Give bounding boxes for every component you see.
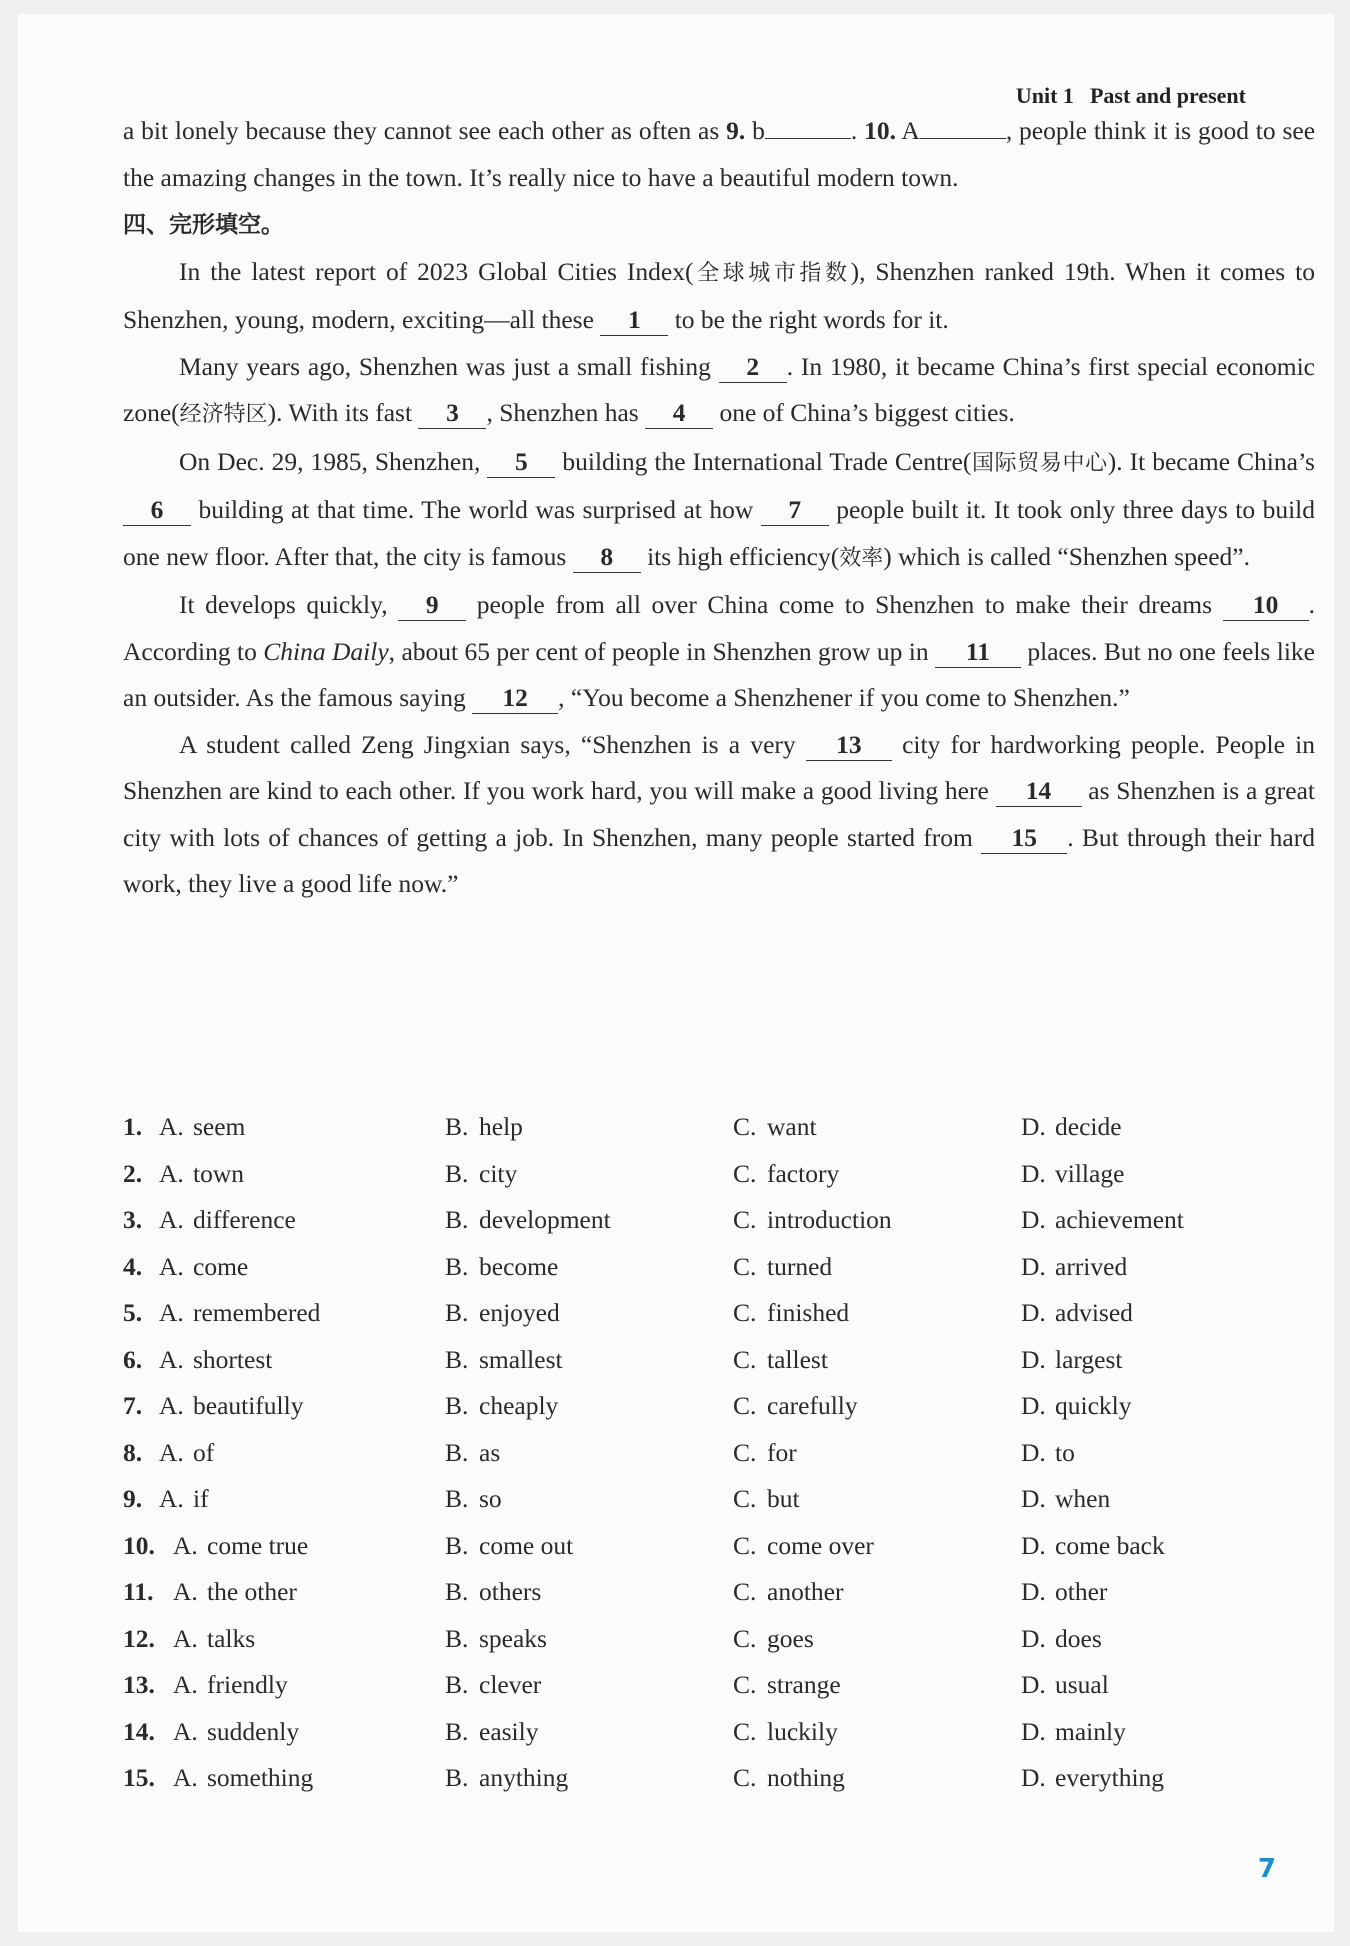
blank-10[interactable]: 10 (1223, 590, 1309, 621)
option-c[interactable] (733, 1244, 832, 1291)
option-letter: A. (173, 1577, 198, 1606)
option-text: usual (1055, 1670, 1109, 1699)
option-b[interactable] (445, 1755, 568, 1802)
option-row (123, 1755, 1315, 1802)
question-number: 1. (123, 1112, 143, 1141)
option-row (123, 1709, 1315, 1756)
option-letter: B. (445, 1391, 469, 1420)
option-b[interactable] (445, 1569, 541, 1616)
option-text: enjoyed (479, 1298, 560, 1327)
option-text: beautifully (193, 1391, 304, 1420)
option-row (123, 1244, 1315, 1291)
passage-paragraph-4: It develops quickly, 9 people from all over China come to Shenzhen to make their dreams 10 . According to China Daily, about 65 per cent of people in Shenzhen grow up in 11 places. But no one feels like an outsider. As the famous saying 12 , “You become a Shenzhener if you come to Shenzhen.” (123, 590, 1315, 712)
option-letter: B. (445, 1484, 469, 1513)
option-text: finished (767, 1298, 850, 1327)
blank-14[interactable]: 14 (996, 776, 1082, 807)
option-text: something (207, 1763, 314, 1792)
option-d[interactable] (1021, 1244, 1127, 1291)
option-d[interactable] (1021, 1104, 1122, 1151)
option-letter: B. (445, 1298, 469, 1327)
option-letter: D. (1021, 1298, 1046, 1327)
option-d[interactable] (1021, 1290, 1133, 1337)
question-number: 4. (123, 1251, 143, 1281)
blank-6[interactable]: 6 (123, 495, 191, 526)
option-letter: D. (1021, 1623, 1046, 1653)
option-a[interactable] (173, 1569, 297, 1616)
option-letter: C. (733, 1623, 757, 1653)
blank-11[interactable]: 11 (935, 637, 1021, 668)
option-text: so (479, 1484, 502, 1513)
option-row (123, 1383, 1315, 1430)
question-number: 7. (123, 1391, 143, 1420)
option-b[interactable] (445, 1244, 558, 1291)
option-text: introduction (767, 1205, 892, 1234)
option-letter: D. (1021, 1205, 1046, 1234)
option-letter: A. (159, 1344, 184, 1374)
option-text: easily (479, 1716, 539, 1746)
option-text: carefully (767, 1391, 858, 1420)
answer-options (123, 1104, 1315, 1802)
option-letter: B. (445, 1716, 469, 1746)
option-c[interactable] (733, 1151, 839, 1198)
option-c[interactable] (733, 1569, 843, 1616)
option-b[interactable] (445, 1662, 541, 1709)
option-text: quickly (1055, 1391, 1132, 1420)
option-letter: A. (159, 1112, 184, 1141)
blank-13[interactable]: 13 (806, 730, 892, 761)
blank-4[interactable]: 4 (645, 398, 713, 429)
option-letter: C. (733, 1298, 757, 1327)
option-c[interactable] (733, 1662, 841, 1709)
blank-12[interactable]: 12 (472, 683, 558, 714)
option-letter: B. (445, 1344, 469, 1374)
option-text: remembered (193, 1298, 321, 1327)
option-letter: D. (1021, 1344, 1046, 1374)
question-number: 14. (123, 1716, 155, 1746)
option-text: mainly (1055, 1716, 1126, 1746)
option-c[interactable] (733, 1290, 849, 1337)
option-b[interactable] (445, 1476, 502, 1523)
option-letter: C. (733, 1344, 757, 1374)
option-letter: D. (1021, 1251, 1046, 1281)
option-letter: B. (445, 1530, 469, 1560)
option-letter: C. (733, 1530, 757, 1560)
option-letter: D. (1021, 1577, 1046, 1606)
blank-7[interactable]: 7 (761, 495, 829, 526)
option-a[interactable] (159, 1383, 303, 1430)
option-letter: D. (1021, 1530, 1046, 1560)
question-number: 9. (123, 1484, 143, 1513)
option-d[interactable] (1021, 1383, 1132, 1430)
option-text: want (767, 1112, 817, 1141)
option-c[interactable] (733, 1430, 797, 1477)
option-text: come back (1055, 1530, 1165, 1560)
blank-9[interactable]: 9 (398, 590, 466, 621)
option-text: does (1055, 1623, 1102, 1653)
option-letter: A. (159, 1391, 184, 1420)
question-number: 11. (123, 1577, 154, 1606)
option-a[interactable] (159, 1430, 214, 1477)
option-text: talks (207, 1623, 256, 1653)
option-letter: B. (445, 1623, 469, 1653)
option-letter: C. (733, 1158, 757, 1188)
option-d[interactable] (1021, 1337, 1123, 1384)
intro-text (123, 108, 1315, 908)
question-number: 15. (123, 1763, 155, 1792)
option-text: nothing (767, 1763, 845, 1792)
blank-8[interactable]: 8 (573, 542, 641, 573)
option-d[interactable] (1021, 1569, 1107, 1616)
option-letter: C. (733, 1716, 757, 1746)
option-d[interactable] (1021, 1616, 1102, 1663)
option-c[interactable] (733, 1616, 814, 1663)
running-header (1016, 83, 1246, 109)
option-row (123, 1151, 1315, 1198)
option-text: goes (767, 1623, 814, 1653)
option-b[interactable] (445, 1290, 560, 1337)
option-letter: C. (733, 1112, 757, 1141)
passage-paragraph-5: A student called Zeng Jingxian says, “Shenzhen is a very 13 city for hardworking people. People in Shenzhen are kind to each other. If you work hard, you will make a good living here 14 as Shenzhen is a great city with lots of chances of getting a job. In Shenzhen, many people started from 15 . But through their hard work, they live a good life now.” (123, 729, 1315, 898)
option-letter: C. (733, 1391, 757, 1420)
option-row (123, 1290, 1315, 1337)
option-text: turned (767, 1251, 833, 1281)
blank-line[interactable] (920, 138, 1006, 139)
option-b[interactable] (445, 1709, 538, 1756)
option-letter: C. (733, 1484, 757, 1513)
passage-paragraph-1: In the latest report of 2023 Global Cities Index(全球城市指数), Shenzhen ranked 19th. When it comes to Shenzhen, young, modern, exciting—all these 1 to be the right words for it. (123, 256, 1315, 334)
option-letter: D. (1021, 1763, 1046, 1792)
option-row (123, 1523, 1315, 1570)
option-b[interactable] (445, 1616, 547, 1663)
page-number: 7 (1257, 1854, 1276, 1884)
blank-3[interactable]: 3 (418, 398, 486, 429)
option-text: village (1055, 1158, 1125, 1188)
option-text: become (479, 1251, 559, 1281)
option-b[interactable] (445, 1197, 611, 1244)
option-a[interactable] (173, 1662, 288, 1709)
option-a[interactable] (173, 1709, 299, 1756)
option-text: help (479, 1112, 523, 1141)
option-a[interactable] (159, 1104, 245, 1151)
option-text: come true (207, 1530, 309, 1560)
option-b[interactable] (445, 1104, 523, 1151)
option-letter: A. (159, 1251, 184, 1281)
question-number: 6. (123, 1344, 143, 1374)
option-letter: B. (445, 1437, 469, 1467)
option-text: come (193, 1251, 249, 1281)
option-text: largest (1055, 1344, 1123, 1374)
option-text: for (767, 1437, 797, 1467)
option-letter: A. (159, 1484, 184, 1513)
option-text: as (479, 1437, 501, 1467)
option-text: speaks (479, 1623, 547, 1653)
blank-5[interactable]: 5 (487, 447, 555, 478)
option-text: factory (767, 1158, 840, 1188)
option-letter: C. (733, 1205, 757, 1234)
option-row (123, 1476, 1315, 1523)
option-b[interactable] (445, 1430, 500, 1477)
option-letter: A. (159, 1437, 184, 1467)
question-number: 8. (123, 1437, 143, 1467)
option-letter: A. (173, 1670, 198, 1699)
option-a[interactable] (159, 1337, 272, 1384)
option-b[interactable] (445, 1151, 517, 1198)
option-letter: B. (445, 1577, 469, 1606)
option-letter: A. (159, 1205, 184, 1234)
option-text: difference (193, 1205, 296, 1234)
option-b[interactable] (445, 1337, 563, 1384)
option-text: arrived (1055, 1251, 1128, 1281)
option-a[interactable] (159, 1151, 244, 1198)
question-number: 10. (123, 1530, 155, 1560)
option-text: shortest (193, 1344, 273, 1374)
option-letter: B. (445, 1112, 469, 1141)
question-number: 13. (123, 1670, 155, 1699)
intro-paragraph: a bit lonely because they cannot see each other as often as 9. b . 10. A , people think it is good to see the amazing changes in the town. It’s really nice to have a beautiful modern town. (123, 116, 1316, 192)
option-text: anything (479, 1763, 569, 1792)
option-text: friendly (207, 1670, 288, 1699)
option-c[interactable] (733, 1383, 858, 1430)
option-c[interactable] (733, 1523, 874, 1570)
option-letter: B. (445, 1251, 469, 1281)
option-text: the other (207, 1577, 297, 1606)
option-row (123, 1197, 1315, 1244)
option-d[interactable] (1021, 1755, 1164, 1802)
option-letter: C. (733, 1577, 757, 1606)
option-letter: A. (173, 1716, 198, 1746)
option-a[interactable] (173, 1616, 255, 1663)
option-text: suddenly (207, 1716, 300, 1746)
option-d[interactable] (1021, 1430, 1075, 1477)
option-letter: A. (159, 1298, 184, 1327)
option-text: luckily (767, 1716, 838, 1746)
option-a[interactable] (159, 1476, 209, 1523)
option-letter: D. (1021, 1112, 1046, 1141)
option-row (123, 1337, 1315, 1384)
option-text: others (479, 1577, 542, 1606)
option-row (123, 1104, 1315, 1151)
option-a[interactable] (159, 1290, 320, 1337)
option-d[interactable] (1021, 1523, 1165, 1570)
option-text: advised (1055, 1298, 1133, 1327)
option-letter: A. (159, 1158, 184, 1188)
blank-1[interactable]: 1 (600, 305, 668, 336)
option-letter: D. (1021, 1158, 1046, 1188)
option-letter: D. (1021, 1391, 1046, 1420)
option-a[interactable] (159, 1244, 248, 1291)
option-d[interactable] (1021, 1151, 1124, 1198)
option-text: achievement (1055, 1205, 1184, 1234)
blank-15[interactable]: 15 (981, 823, 1067, 854)
option-d[interactable] (1021, 1709, 1126, 1756)
option-text: decide (1055, 1112, 1122, 1141)
option-text: seem (193, 1112, 246, 1141)
option-d[interactable] (1021, 1197, 1184, 1244)
option-letter: B. (445, 1763, 469, 1792)
option-row (123, 1569, 1315, 1616)
option-letter: C. (733, 1251, 757, 1281)
option-row (123, 1662, 1315, 1709)
option-letter: C. (733, 1763, 757, 1792)
option-text: but (767, 1484, 800, 1513)
option-row (123, 1430, 1315, 1477)
worksheet-page (18, 14, 1334, 1932)
option-letter: C. (733, 1437, 757, 1467)
passage-paragraph-2: Many years ago, Shenzhen was just a small fishing 2 . In 1980, it became China’s first special economic zone(经济特区). With its fast 3 , Shenzhen has 4 one of China’s biggest cities. (123, 351, 1315, 427)
option-d[interactable] (1021, 1662, 1109, 1709)
option-letter: D. (1021, 1484, 1046, 1513)
option-c[interactable] (733, 1104, 817, 1151)
option-text: if (193, 1484, 209, 1513)
option-letter: A. (173, 1623, 198, 1653)
option-text: come over (767, 1530, 874, 1560)
option-a[interactable] (173, 1523, 308, 1570)
option-text: cheaply (479, 1391, 559, 1420)
option-text: strange (767, 1670, 841, 1699)
option-text: city (479, 1158, 518, 1188)
option-text: of (193, 1437, 215, 1467)
option-c[interactable] (733, 1476, 800, 1523)
passage-paragraph-3: On Dec. 29, 1985, Shenzhen, 5 building the International Trade Centre(国际贸易中心). It became China’s 6 building at that time. The world was surprised at how 7 people built it. It took only three days to build one new floor. After that, the city is famous 8 its high efficiency(效率) which is called “Shenzhen speed”. (123, 446, 1315, 571)
option-text: other (1055, 1577, 1108, 1606)
question-number: 2. (123, 1158, 143, 1188)
option-text: development (479, 1205, 611, 1234)
option-d[interactable] (1021, 1476, 1110, 1523)
option-text: everything (1055, 1763, 1165, 1792)
blank-line[interactable] (765, 138, 851, 139)
question-number: 5. (123, 1298, 143, 1327)
option-b[interactable] (445, 1523, 573, 1570)
option-letter: D. (1021, 1670, 1046, 1699)
option-c[interactable] (733, 1337, 828, 1384)
option-text: to (1055, 1437, 1075, 1467)
option-letter: D. (1021, 1716, 1046, 1746)
option-b[interactable] (445, 1383, 558, 1430)
option-c[interactable] (733, 1197, 892, 1244)
option-text: when (1055, 1484, 1111, 1513)
option-c[interactable] (733, 1709, 838, 1756)
option-letter: B. (445, 1205, 469, 1234)
option-letter: C. (733, 1670, 757, 1699)
option-letter: A. (173, 1530, 198, 1560)
option-c[interactable] (733, 1755, 845, 1802)
option-row (123, 1616, 1315, 1663)
option-text: another (767, 1577, 844, 1606)
option-letter: B. (445, 1670, 469, 1699)
option-text: clever (479, 1670, 542, 1699)
option-text: town (193, 1158, 244, 1188)
option-a[interactable] (159, 1197, 296, 1244)
option-letter: A. (173, 1763, 198, 1792)
section-title: 四、完形填空。 (123, 212, 284, 238)
question-number: 3. (123, 1205, 143, 1234)
option-text: smallest (479, 1344, 563, 1374)
option-text: tallest (767, 1344, 828, 1374)
option-text: come out (479, 1530, 574, 1560)
blank-2[interactable]: 2 (719, 352, 787, 383)
option-letter: B. (445, 1158, 469, 1188)
option-a[interactable] (173, 1755, 313, 1802)
unit-title: Past and present (1089, 83, 1246, 108)
unit-label: Unit 1 (1015, 83, 1074, 108)
option-letter: D. (1021, 1437, 1046, 1467)
question-number: 12. (123, 1623, 155, 1653)
